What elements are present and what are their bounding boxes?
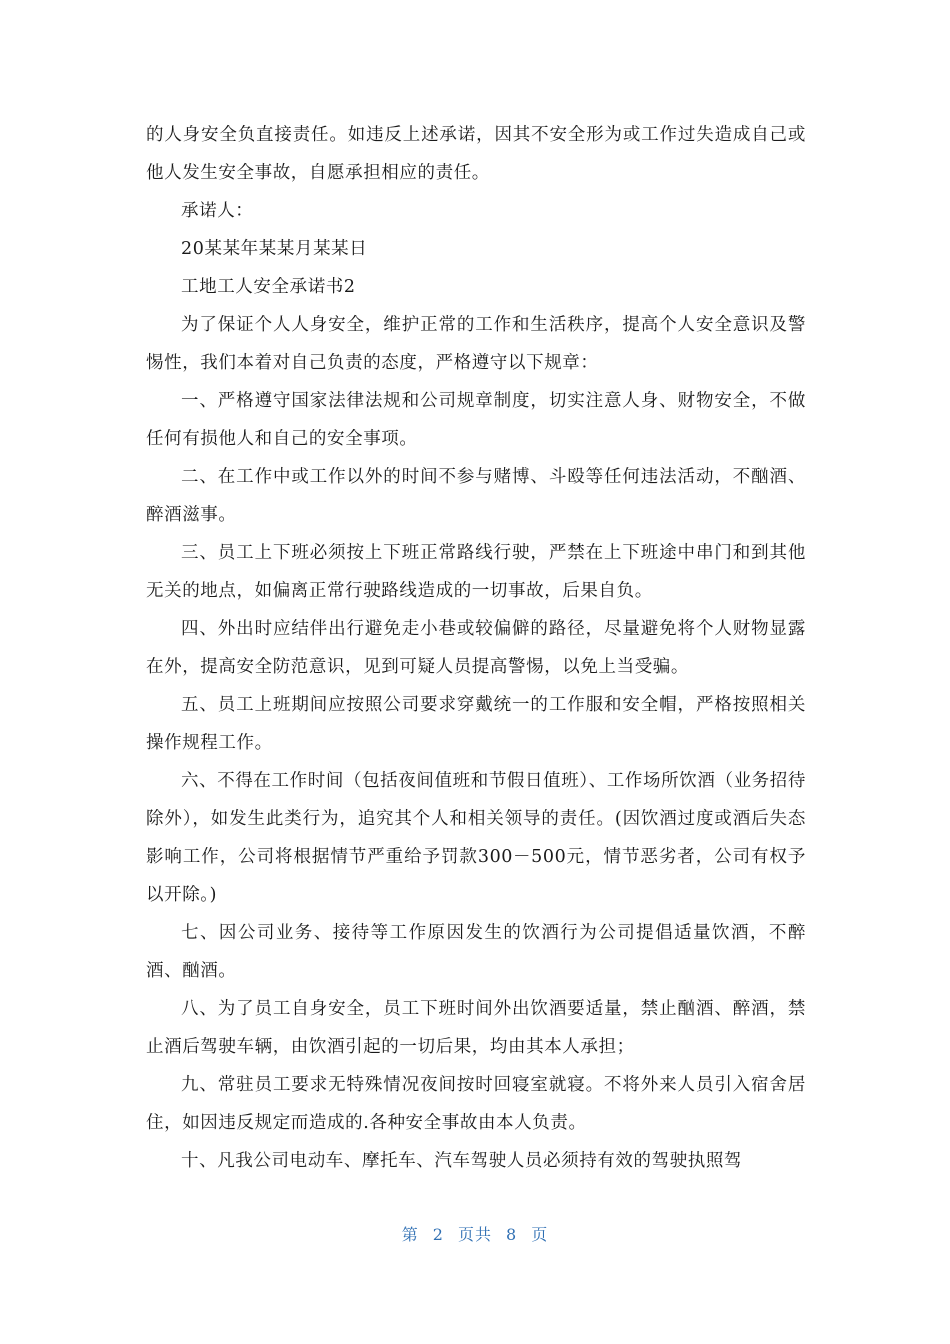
footer-total-pages: 8 [506, 1225, 518, 1244]
rule-8: 八、为了员工自身安全，员工下班时间外出饮酒要适量，禁止酗酒、醉酒，禁止酒后驾驶车辆，由饮酒引起的一切后果，均由其本人承担； [146, 999, 806, 1057]
rule-4: 四、外出时应结伴出行避免走小巷或较偏僻的路径，尽量避免将个人财物显露在外，提高安全防范意识，见到可疑人员提高警惕，以免上当受骗。 [146, 619, 806, 677]
footer-current-page: 2 [432, 1225, 444, 1244]
date-line: 20某某年某某月某某日 [181, 239, 368, 259]
rule-3: 三、员工上下班必须按上下班正常路线行驶，严禁在上下班途中串门和到其他无关的地点，如偏离正常行驶路线造成的一切事故，后果自负。 [146, 543, 806, 601]
rule-1: 一、严格遵守国家法律法规和公司规章制度，切实注意人身、财物安全，不做任何有损他人和自己的安全事项。 [146, 391, 806, 449]
signatory-label: 承诺人： [181, 201, 254, 221]
intro-paragraph: 为了保证个人人身安全，维护正常的工作和生活秩序，提高个人安全意识及警惕性，我们本着对自己负责的态度，严格遵守以下规章： [146, 315, 806, 373]
section-title: 工地工人安全承诺书2 [181, 277, 356, 297]
rule-6: 六、不得在工作时间（包括夜间值班和节假日值班）、工作场所饮酒（业务招待除外），如发生此类行为，追究其个人和相关领导的责任。(因饮酒过度或酒后失态影响工作，公司将根据情节严重给予罚款300－500元，情节恶劣者，公司有权予以开除。) [146, 771, 806, 905]
rule-9: 九、常驻员工要求无特殊情况夜间按时回寝室就寝。不将外来人员引入宿舍居住，如因违反规定而造成的.各种安全事故由本人负责。 [146, 1075, 806, 1133]
footer-middle: 页共 [457, 1225, 492, 1244]
document-body [146, 116, 806, 1180]
paragraph-continuation: 的人身安全负直接责任。如违反上述承诺，因其不安全形为或工作过失造成自己或他人发生安全事故，自愿承担相应的责任。 [146, 125, 806, 183]
rule-7: 七、因公司业务、接待等工作原因发生的饮酒行为公司提倡适量饮酒，不醉酒、酗酒。 [146, 923, 806, 981]
rule-5: 五、员工上班期间应按照公司要求穿戴统一的工作服和安全帽，严格按照相关操作规程工作。 [146, 695, 806, 753]
page-footer [0, 1222, 950, 1245]
footer-suffix: 页 [531, 1225, 549, 1244]
footer-prefix: 第 [401, 1225, 419, 1244]
rule-2: 二、在工作中或工作以外的时间不参与赌博、斗殴等任何违法活动，不酗酒、醉酒滋事。 [146, 467, 806, 525]
rule-10: 十、凡我公司电动车、摩托车、汽车驾驶人员必须持有效的驾驶执照驾 [181, 1151, 743, 1171]
